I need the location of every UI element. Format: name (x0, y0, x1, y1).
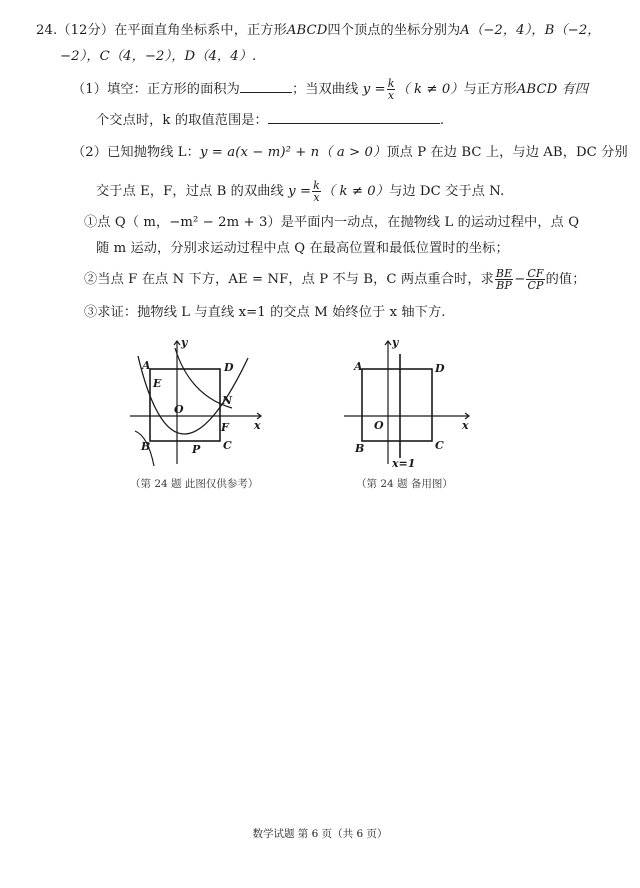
hyperbola-fraction (387, 78, 396, 101)
part1-label: （1） (72, 82, 108, 97)
label-x: x (462, 419, 469, 432)
subq2-start: ②当点 F 在点 N 下方，AE = NF，点 P 不与 B，C 两点重合时，求 (84, 272, 494, 287)
k-condition: （ k ≠ 0） (396, 82, 464, 97)
part2-line2 (96, 180, 504, 203)
label-n: N (222, 394, 233, 407)
frac-den: x (313, 191, 320, 204)
label-line-x1: x=1 (392, 457, 416, 470)
vertex-text: 顶点 P 在边 BC 上，与边 AB，DC 分别 (386, 145, 628, 160)
label-o: O (374, 419, 384, 432)
label-c: C (223, 439, 232, 452)
fraction-be-bp (495, 268, 513, 291)
a-condition: （ a > 0） (319, 145, 387, 160)
label-y: y (392, 336, 399, 349)
frac-num: BE (495, 267, 513, 280)
subq1-line1: ①点 Q（ m，−m² − 2m + 3）是平面内一动点，在抛物线 L 的运动过程中，点 Q (84, 215, 580, 230)
label-b: B (141, 440, 151, 453)
hyperbola-lhs: y = (362, 82, 386, 97)
label-a: A (354, 360, 363, 373)
subq2-end: 的值； (545, 272, 586, 287)
frac-num: CF (527, 267, 544, 280)
part1-fill-text: 填空：正方形的面积为 (107, 82, 240, 97)
square-abcd (362, 369, 432, 441)
intro-tail: 四个顶点的坐标分别为 (327, 23, 461, 38)
figure1-caption: （第 24 题 此图仅供参考） (130, 478, 259, 490)
hyperbola2-lhs: y = (288, 184, 312, 199)
part2-label: （2） (72, 145, 108, 160)
minus-sign: − (514, 272, 526, 287)
frac-num: k (387, 77, 395, 90)
square-name: ABCD (286, 23, 328, 38)
label-o: O (174, 403, 184, 416)
label-a: A (142, 359, 151, 372)
figure2-graph (340, 336, 480, 476)
frac-den: BP (496, 279, 512, 292)
label-c: C (435, 439, 444, 452)
frac-den: CP (527, 279, 544, 292)
subq3: ③求证：抛物线 L 与直线 x=1 的交点 M 始终位于 x 轴下方. (84, 305, 446, 320)
figure1-graph (120, 336, 280, 476)
period: . (439, 113, 445, 128)
frac-den: x (387, 89, 395, 102)
parabola-equation: y = a(x − m)² + n (199, 145, 320, 160)
part1-line1 (72, 78, 588, 101)
label-d: D (224, 361, 234, 374)
coords-line1: A（−2，4），B（−2， (460, 23, 601, 38)
part2-intro: 已知抛物线 L： (107, 145, 200, 160)
problem-number: 24. (36, 23, 58, 38)
with-square: 与正方形 (463, 82, 517, 97)
label-y: y (181, 336, 188, 349)
frac-num: k (313, 179, 320, 192)
label-f: F (221, 421, 229, 434)
area-answer-blank[interactable] (240, 79, 292, 93)
hyperbola2-fraction (312, 180, 321, 203)
k-range-blank[interactable] (268, 110, 440, 124)
fraction-cf-cp (526, 268, 544, 291)
label-e: E (153, 377, 162, 390)
k-range-text: 个交点时，k 的取值范围是： (96, 113, 268, 128)
problem-score: （12分） (57, 23, 115, 38)
label-x: x (254, 419, 261, 432)
part2-line1 (72, 144, 628, 162)
intro-text: 在平面直角坐标系中，正方形 (114, 23, 287, 38)
coords-line2: −2），C（4，−2），D（4，4）. (60, 49, 257, 64)
k-condition-2: （ k ≠ 0） (321, 184, 390, 199)
part1-line2 (96, 110, 444, 130)
part2-line2-end: 与边 DC 交于点 N. (389, 184, 505, 199)
with-square-tail: ABCD 有四 (516, 82, 589, 97)
figure2-caption: （第 24 题 备用图） (356, 478, 453, 490)
subq1-line2: 随 m 运动，分别求运动过程中点 Q 在最高位置和最低位置时的坐标； (96, 241, 509, 256)
label-d: D (435, 362, 445, 375)
label-p: P (192, 443, 201, 456)
page-footer: 数学试题 第 6 页（共 6 页） (252, 828, 388, 840)
problem-intro-line1 (36, 22, 601, 40)
part2-line2-start: 交于点 E，F，过点 B 的双曲线 (96, 184, 284, 199)
subq2 (84, 268, 586, 291)
label-b: B (355, 442, 365, 455)
part1-after-blank: ；当双曲线 (291, 82, 359, 97)
